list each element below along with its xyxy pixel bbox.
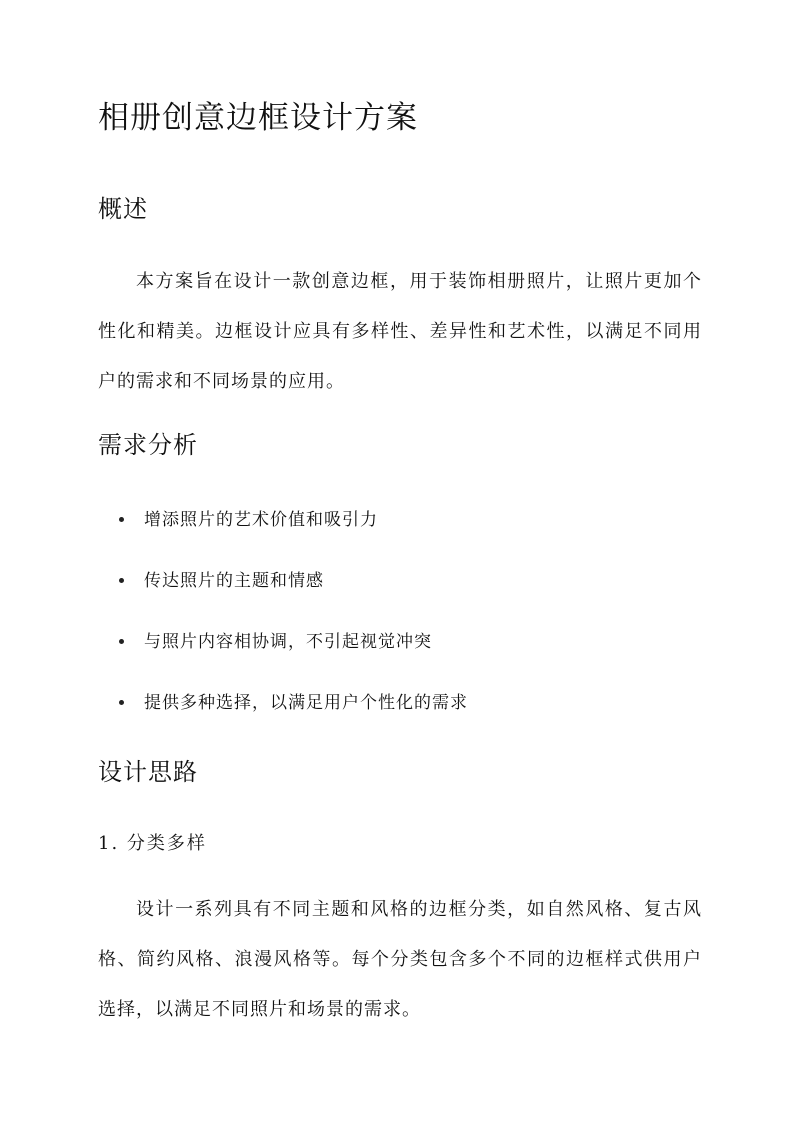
list-item	[98, 680, 702, 741]
list-item-text: 传达照片的主题和情感	[144, 571, 324, 591]
bullet-icon	[119, 517, 124, 522]
bullet-icon	[119, 578, 124, 583]
design-heading: 设计思路	[98, 758, 198, 786]
document-title: 相册创意边框设计方案	[98, 100, 418, 136]
requirements-list	[98, 497, 702, 741]
list-item	[98, 558, 702, 619]
list-item-text: 提供多种选择，以满足用户个性化的需求	[144, 693, 468, 713]
bullet-icon	[119, 700, 124, 705]
requirements-heading: 需求分析	[98, 431, 198, 459]
overview-heading: 概述	[98, 195, 148, 223]
list-item-text: 增添照片的艺术价值和吸引力	[144, 510, 378, 530]
list-item	[98, 619, 702, 680]
overview-paragraph: 本方案旨在设计一款创意边框，用于装饰相册照片，让照片更加个性化和精美。边框设计应具有多样性、差异性和艺术性，以满足不同用户的需求和不同场景的应用。	[98, 271, 702, 392]
design-subsection-paragraph: 设计一系列具有不同主题和风格的边框分类，如自然风格、复古风格、简约风格、浪漫风格等。每个分类包含多个不同的边框样式供用户选择，以满足不同照片和场景的需求。	[98, 899, 702, 1020]
list-item-text: 与照片内容相协调，不引起视觉冲突	[144, 632, 432, 652]
list-item	[98, 497, 702, 558]
bullet-icon	[119, 639, 124, 644]
design-subsection-heading: 1. 分类多样	[98, 833, 207, 854]
